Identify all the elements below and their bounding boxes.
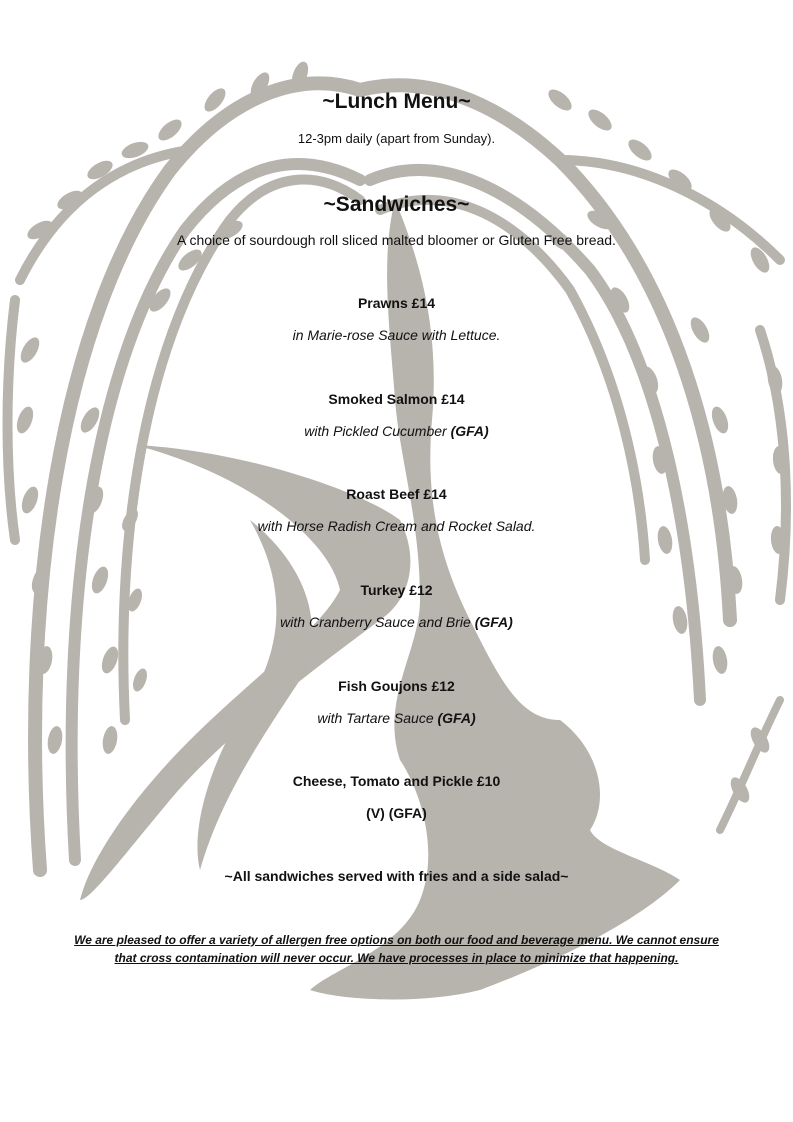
page-title: ~Lunch Menu~ [322,90,471,113]
menu-item-desc: with Cranberry Sauce and Brie (GFA) [280,614,513,630]
gfa-tag: (GFA) [437,710,476,726]
menu-item-name: Turkey £12 [360,582,433,598]
section-title: ~Sandwiches~ [323,193,470,216]
allergen-notice-line-1: We are pleased to offer a variety of allergen free options on both our food and beverage menu. We cannot ensure [74,933,719,947]
menu-item-name: Roast Beef £14 [346,486,447,502]
menu-item-name: Cheese, Tomato and Pickle £10 [292,773,501,789]
menu-item-name: Smoked Salmon £14 [328,391,465,407]
gfa-tag: (GFA) [474,614,513,630]
menu-item-desc: with Tartare Sauce (GFA) [317,710,476,726]
served-with-note: ~All sandwiches served with fries and a side salad~ [224,868,569,884]
menu-item-name: Fish Goujons £12 [338,678,455,694]
menu-item-desc: (V) (GFA) [366,805,427,821]
menu-item-desc: with Pickled Cucumber (GFA) [304,423,489,439]
gfa-tag: (GFA) [450,423,489,439]
allergen-notice-line-2: that cross contamination will never occur. We have processes in place to minimize that happening. [114,951,679,965]
service-hours: 12-3pm daily (apart from Sunday). [297,131,496,146]
menu-item-desc: in Marie-rose Sauce with Lettuce. [292,327,501,343]
bread-note: A choice of sourdough roll sliced malted bloomer or Gluten Free bread. [177,232,616,248]
menu-item-name: Prawns £14 [357,295,436,311]
menu-item-desc: with Horse Radish Cream and Rocket Salad. [257,518,536,534]
